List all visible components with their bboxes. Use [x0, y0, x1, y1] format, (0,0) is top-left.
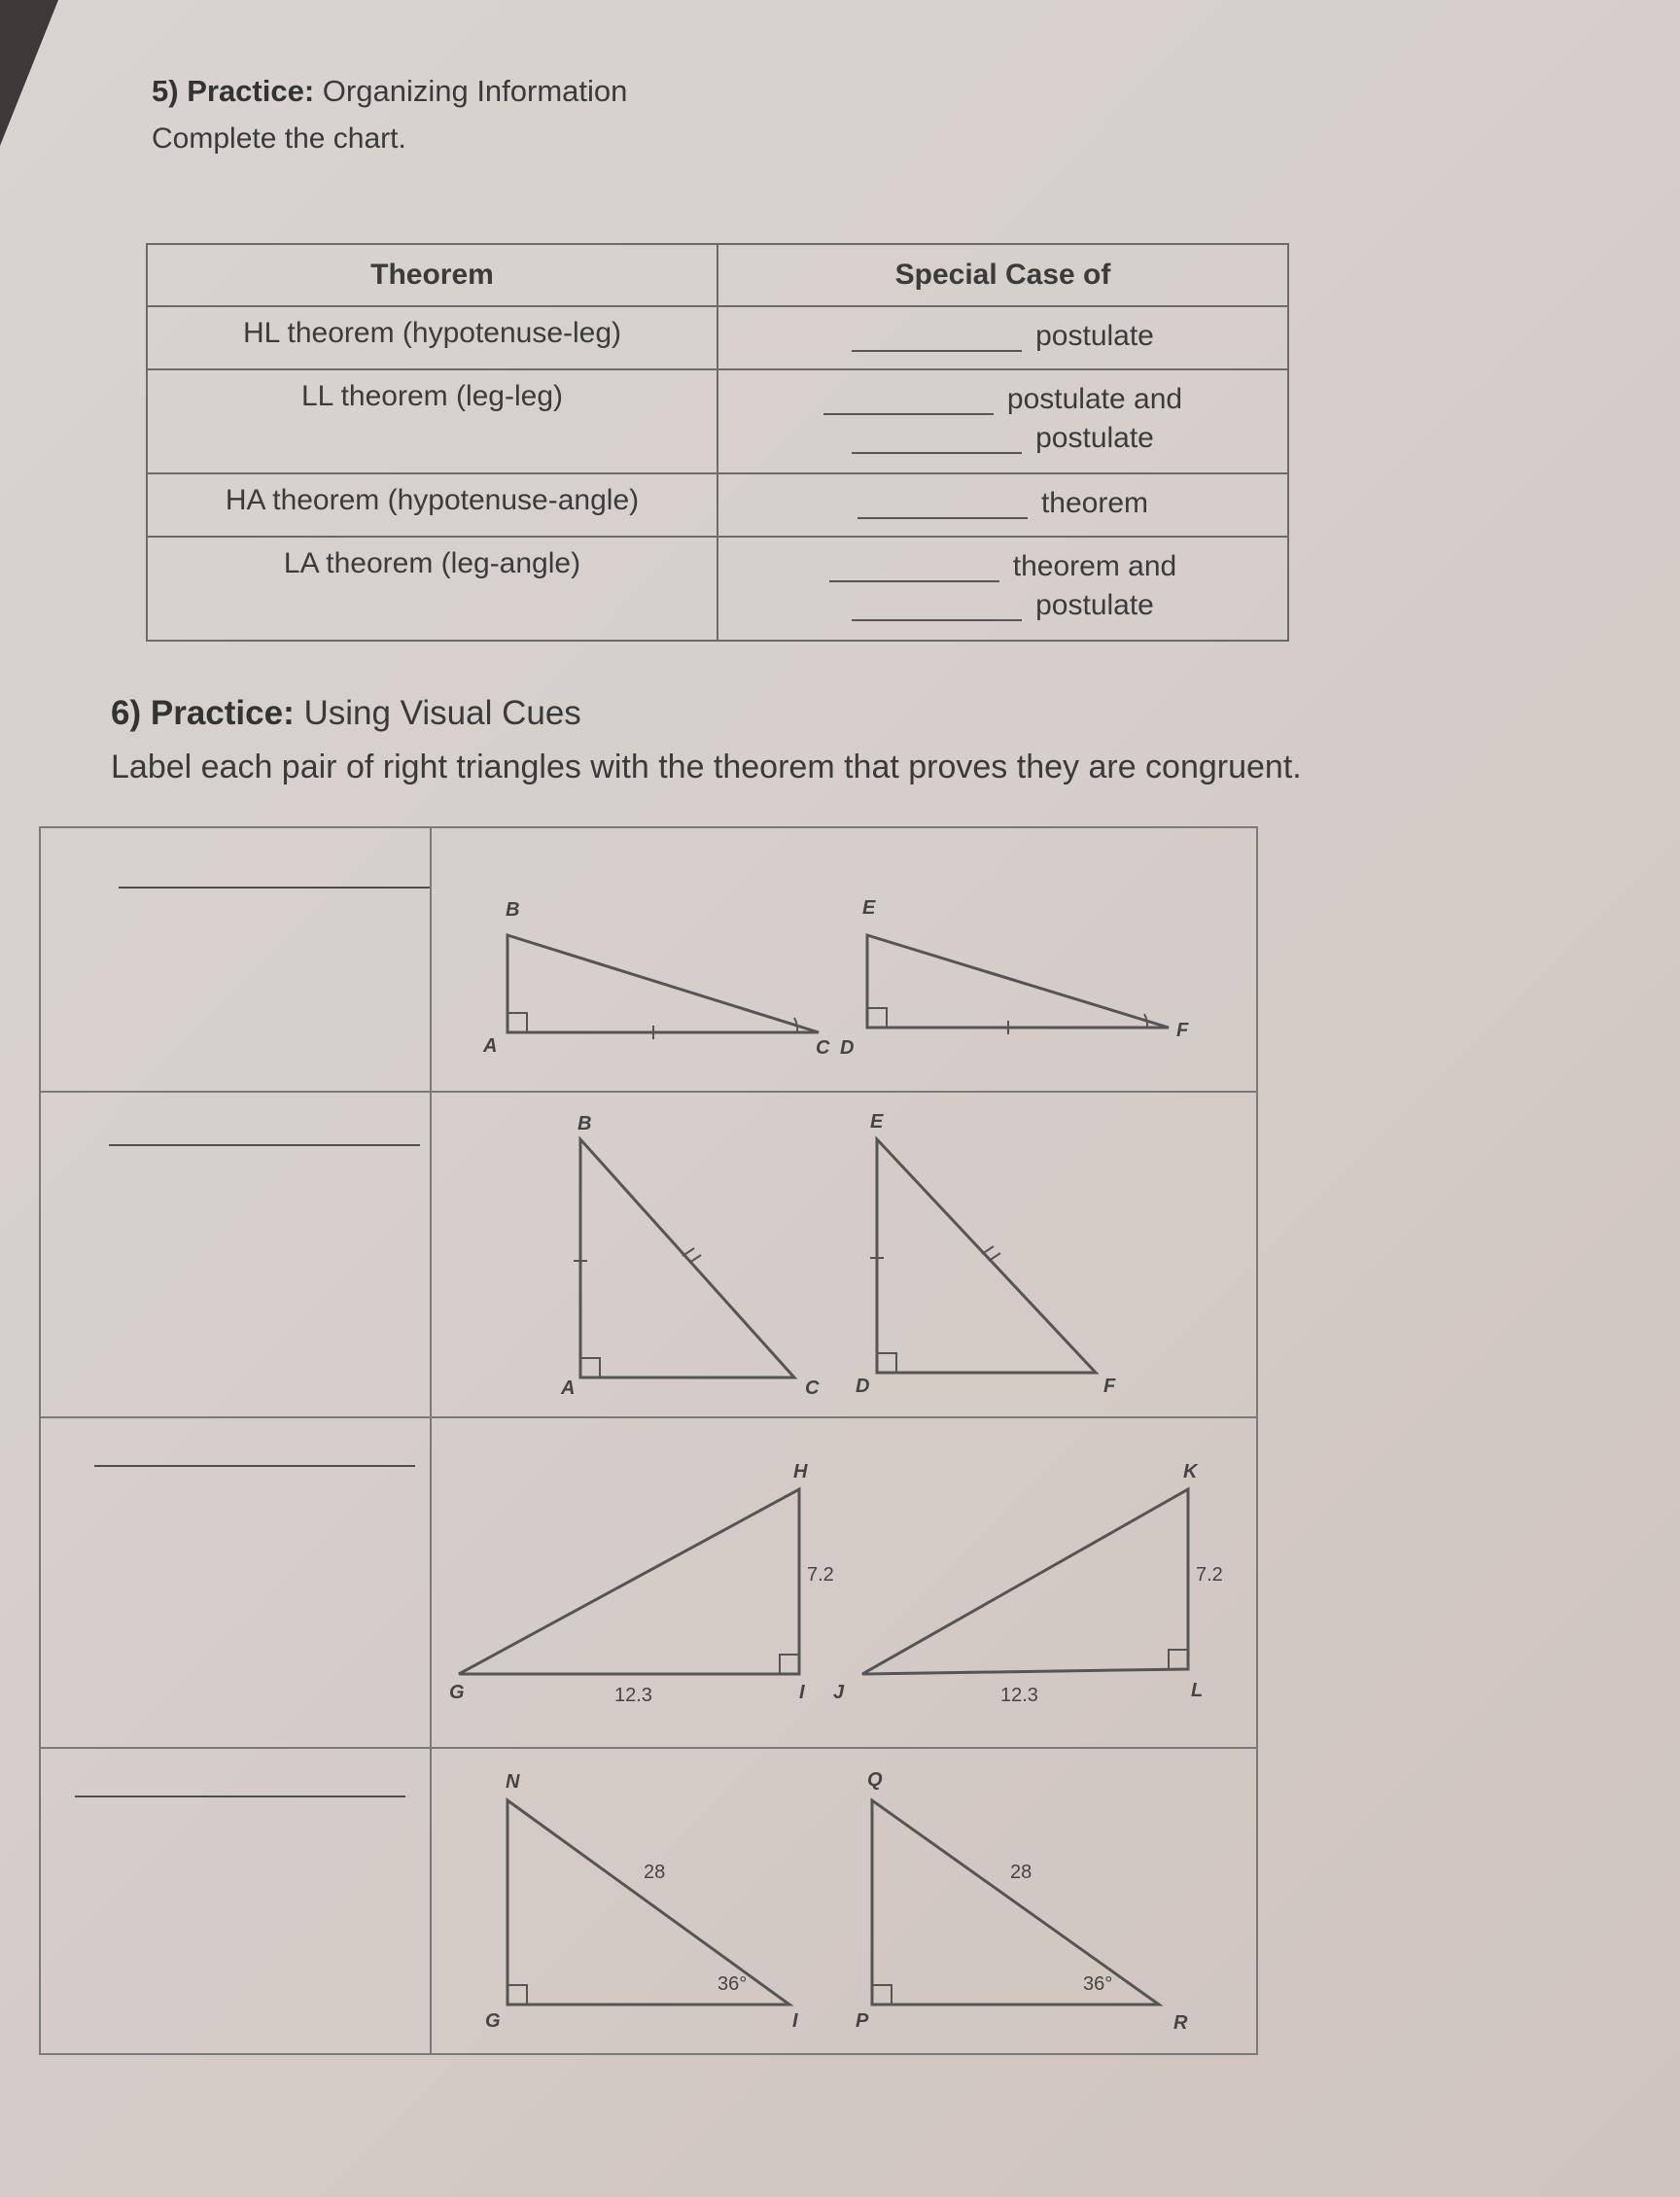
triangle-ngi	[508, 1800, 789, 2005]
special-case-cell: postulate and postulate	[718, 369, 1288, 473]
chart-row-ll	[147, 369, 1288, 473]
triangle-def	[867, 935, 1169, 1028]
vertex-label: B	[578, 1113, 592, 1134]
measure-label: 28	[1010, 1862, 1032, 1883]
triangle-abc	[508, 935, 819, 1032]
chart-row-ha	[147, 473, 1288, 537]
measure-label: 36°	[1083, 1973, 1113, 1995]
header-special-case: Special Case of	[718, 244, 1288, 306]
tick-mark	[689, 1255, 701, 1263]
vertex-label: A	[483, 1035, 498, 1057]
triangle-pairs-grid	[39, 826, 1258, 2055]
vertex-label: C	[805, 1377, 820, 1399]
theorem-chart	[146, 243, 1289, 642]
triangle-diagrams	[41, 828, 1256, 2053]
vertex-label: R	[1173, 2012, 1188, 2034]
vertex-label: K	[1183, 1461, 1198, 1482]
theorem-cell: HA theorem (hypotenuse-angle)	[147, 473, 718, 537]
vertex-label: C	[816, 1037, 830, 1059]
vertex-label: G	[485, 2010, 501, 2032]
right-angle-mark	[508, 1985, 527, 2005]
tick-mark	[989, 1253, 1000, 1261]
vertex-label: L	[1191, 1680, 1204, 1701]
vertex-label: F	[1176, 1020, 1189, 1041]
section5-heading: 5) Practice: Organizing Information	[152, 74, 628, 108]
vertex-label: Q	[867, 1769, 883, 1791]
right-angle-mark	[508, 1013, 527, 1032]
section6-instruction: Label each pair of right triangles with the theorem that proves they are congruent.	[111, 749, 1302, 785]
answer-blank[interactable]	[852, 323, 1022, 352]
vertex-label: D	[840, 1037, 855, 1059]
answer-blank[interactable]	[852, 425, 1022, 454]
answer-blank[interactable]	[852, 592, 1022, 621]
vertex-label: E	[870, 1111, 884, 1133]
vertex-label: B	[506, 899, 520, 921]
triangle-jkl	[862, 1489, 1188, 1674]
vertex-label: G	[449, 1682, 465, 1703]
section6-heading: 6) Practice: Using Visual Cues	[111, 694, 581, 732]
triangle-ghi	[459, 1489, 799, 1674]
theorem-cell: HL theorem (hypotenuse-leg)	[147, 306, 718, 369]
right-angle-mark	[877, 1353, 896, 1373]
special-case-cell: theorem and postulate	[718, 537, 1288, 641]
tick-mark	[682, 1248, 694, 1256]
measure-label: 28	[644, 1862, 666, 1883]
vertex-label: A	[561, 1377, 576, 1399]
vertex-label: N	[506, 1771, 520, 1793]
right-angle-mark	[1169, 1650, 1188, 1669]
theorem-cell: LL theorem (leg-leg)	[147, 369, 718, 473]
section5-instruction: Complete the chart.	[152, 122, 406, 155]
right-angle-mark	[867, 1008, 887, 1028]
special-case-cell: postulate	[718, 306, 1288, 369]
right-angle-mark	[780, 1655, 799, 1674]
page-shadow-corner	[0, 0, 58, 146]
vertex-label: I	[792, 2010, 798, 2032]
chart-row-hl	[147, 306, 1288, 369]
triangle-def	[877, 1139, 1096, 1373]
answer-blank[interactable]	[829, 553, 999, 582]
vertex-label: I	[799, 1682, 805, 1703]
vertex-label: F	[1103, 1376, 1116, 1397]
answer-blank[interactable]	[858, 490, 1028, 519]
triangle-pqr	[872, 1800, 1159, 2005]
answer-blank[interactable]	[823, 386, 994, 415]
right-angle-mark	[580, 1358, 600, 1377]
chart-row-la	[147, 537, 1288, 641]
header-theorem: Theorem	[147, 244, 718, 306]
theorem-cell: LA theorem (leg-angle)	[147, 537, 718, 641]
special-case-cell: theorem	[718, 473, 1288, 537]
vertex-label: D	[856, 1376, 870, 1397]
chart-header-row	[147, 244, 1288, 306]
right-angle-mark	[872, 1985, 892, 2005]
vertex-label: J	[833, 1682, 845, 1703]
measure-label: 12.3	[614, 1685, 652, 1706]
measure-label: 36°	[718, 1973, 748, 1995]
measure-label: 7.2	[1196, 1564, 1223, 1586]
measure-label: 12.3	[1000, 1685, 1038, 1706]
vertex-label: E	[862, 897, 876, 919]
vertex-label: H	[793, 1461, 808, 1482]
vertex-label: P	[856, 2010, 869, 2032]
tick-mark	[982, 1246, 994, 1254]
triangle-abc	[580, 1139, 794, 1377]
measure-label: 7.2	[807, 1564, 834, 1586]
